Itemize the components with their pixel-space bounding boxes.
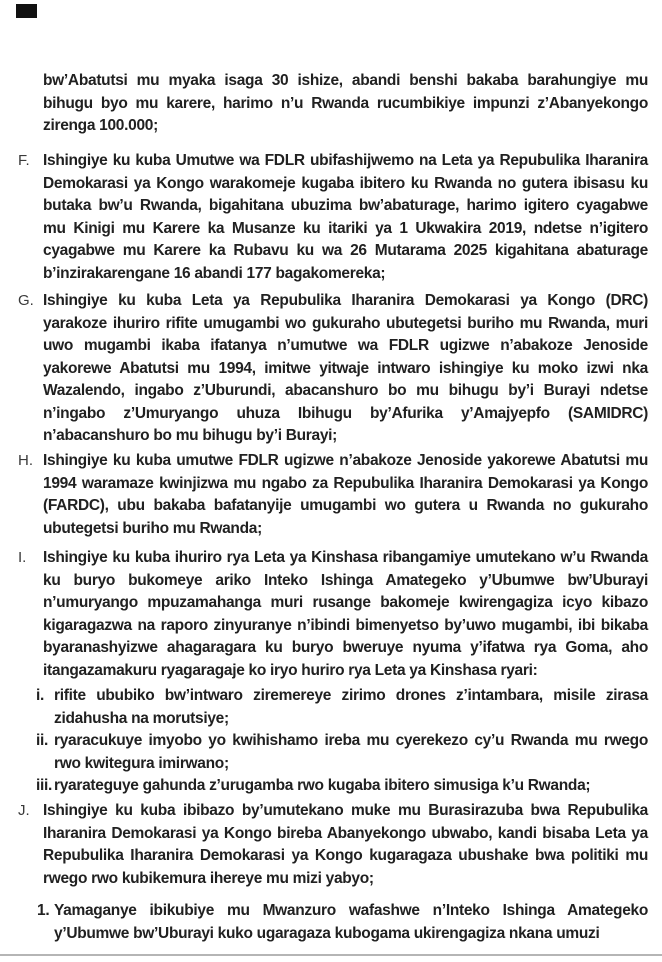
sub-item-text: ryaracukuye imyobo yo kwihishamo ireba mu cyerekezo cy’u Rwanda mu rwego rwo kwitegura imirwano; [54,732,648,772]
list-marker-i: i. [36,687,45,704]
numbered-item-text: Yamaganye ibikubiye mu Mwanzuro wafashwe n’Inteko Ishinga Amategeko y’Ubumwe bw’Uburayi kuko ugaragaza kubogama ukirengagiza nkana umuzi [54,902,648,942]
paragraph-text: Ishingiye ku kuba umutwe FDLR ugizwe n’abakoze Jenoside yakorewe Abatutsi mu 1994 waramaze kwinjizwa mu ngabo za Repubulika Iharanira Demokarasi ya Kongo (FARDC), ubu bakaba bafatanyije umugambi wo gutera u Rwanda no gukuraho ubutegetsi buriho mu Rwanda; [43,452,648,537]
list-marker-J: J. [18,802,30,819]
paragraph-G [0,290,662,448]
page-bottom-rule [0,954,662,956]
sub-item-text: rifite ububiko bw’intwaro ziremereye zirimo drones z’intambara, misile zirasa zidahusha na morutsiye; [54,687,648,727]
paragraph-J [0,800,662,890]
list-marker-I: I. [18,549,27,566]
list-marker-H: H. [18,452,33,469]
sub-item-i [0,685,662,730]
paragraph-H [0,450,662,540]
paragraph-continuation [0,70,662,138]
list-marker-iii: iii. [36,777,53,794]
paragraph-text: bw’Abatutsi mu myaka isaga 30 ishize, abandi benshi bakaba barahungiye mu bihugu byo mu karere, harimo n’u Rwanda rucumbikiye impunzi z’Abanyekongo zirenga 100.000; [43,72,648,134]
scan-corner-mark [16,4,37,18]
paragraph-text: Ishingiye ku kuba Umutwe wa FDLR ubifashijwemo na Leta ya Repubulika Iharanira Demokarasi ya Kongo warakomeje kugaba ibitero ku Rwanda no gutera ibisasu ku butaka bw’u Rwanda, bigahitana ubuzima bw’abaturage, harimo igitero cyagabwe mu Kinigi mu Karere ka Musanze ku itariki ya 1 Ukwakira 2019, ndetse n’igitero cyagabwe mu Karere ka Rubavu ku wa 26 Mutarama 2025 kigahitana abaturage b’inzirakarengane 16 abandi 177 bagakomereka; [43,152,648,282]
sub-item-text: ryarateguye gahunda z’urugamba rwo kugaba ibitero simusiga k’u Rwanda; [54,777,591,794]
paragraph-text: Ishingiye ku kuba Leta ya Repubulika Iharanira Demokarasi ya Kongo (DRC) yarakoze ihuriro rifite umugambi wo gukuraho ubutegetsi buriho mu Rwanda, muri uwo mugambi ikaba ifatanya n’umutwe wa FDLR ugizwe n’abakoze Jenoside yakorewe Abatutsi mu 1994, imitwe yitwaje intwaro ishingiye ku moko izwi nka Wazalendo, ingabo z’Uburundi, abacanshuro bo mu bihugu by’i Burayi ndetse n’ingabo z’Umuryango uhuza Ibihugu by’Afurika y’Amajyepfo (SAMIDRC) n’abacanshuro bo mu bihugu by’i Burayi; [43,292,648,444]
sub-item-ii [0,730,662,775]
list-marker-ii: ii. [36,732,49,749]
list-marker-1: 1. [37,902,50,919]
paragraph-text: Ishingiye ku kuba ihuriro rya Leta ya Kinshasa ribangamiye umutekano w’u Rwanda ku buryo bukomeye ariko Inteko Ishinga Amategeko y’Ubumwe bw’Uburayi n’umuryango mpuzamahanga muri rusange bakomeje kwirengagiza icyo kibazo kigaragazwa na raporo zinyuranye n’ibindi bimenyetso by’uwo mugambi, ibi bikaba byaranashyizwe ahagaragara ku buryo bweruye nyuma y’ifatwa rya Goma, aho itangazamakuru ryagaragaje ko iryo huriro rya Leta ya Kinshasa ryari: [43,549,648,679]
paragraph-text: Ishingiye ku kuba ibibazo by’umutekano muke mu Burasirazuba bwa Repubulika Iharanira Demokarasi ya Kongo bireba Abanyekongo ubwabo, kandi bisaba Leta ya Repubulika Iharanira Demokarasi ya Kongo kugaragaza ubushake bwa politiki mu rwego rwo kubikemura ihereye mu mizi yabyo; [43,802,648,887]
paragraph-F [0,150,662,285]
list-marker-F: F. [18,152,30,169]
paragraph-I [0,547,662,682]
numbered-item-1 [0,900,662,945]
sub-item-iii [0,775,662,798]
list-marker-G: G. [18,292,34,309]
